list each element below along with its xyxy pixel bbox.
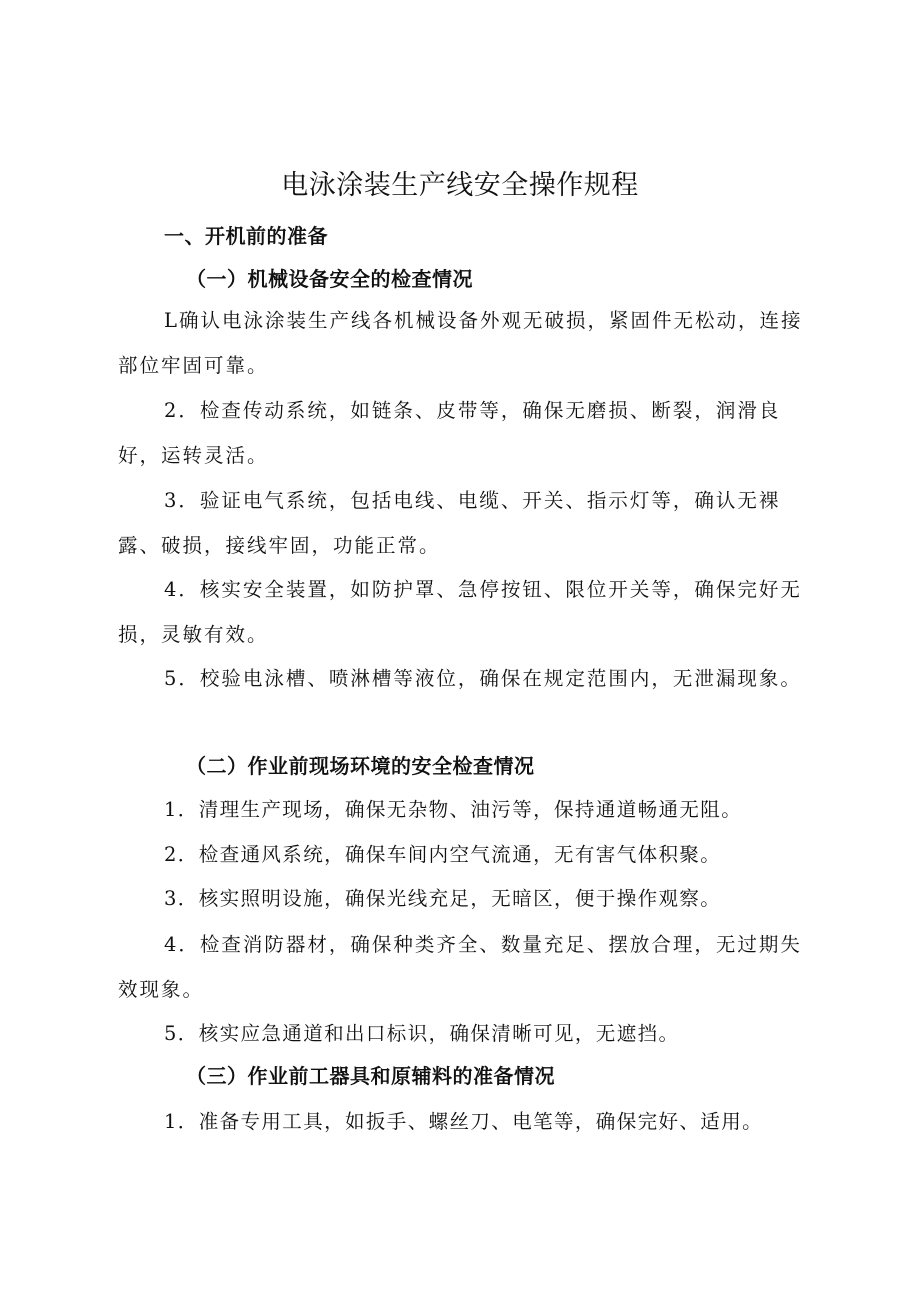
paragraph-machinery-4: 4．核实安全装置，如防护罩、急停按钮、限位开关等，确保完好无损，灵敏有效。 <box>118 578 802 646</box>
subheading-environment-check: （二）作业前现场环境的安全检查情况 <box>186 754 535 778</box>
paragraph-tools-1: 1．准备专用工具，如扳手、螺丝刀、电笔等，确保完好、适用。 <box>164 1110 764 1133</box>
paragraph-environment-5: 5．核实应急通道和出口标识，确保清晰可见，无遮挡。 <box>164 1022 680 1045</box>
section-heading-preparation: 一、开机前的准备 <box>164 224 328 248</box>
paragraph-environment-2: 2．检查通风系统，确保车间内空气流通，无有害气体积聚。 <box>164 843 722 866</box>
document-title: 电泳涂装生产线安全操作规程 <box>281 170 639 201</box>
paragraph-machinery-2: 2．检查传动系统，如链条、皮带等，确保无磨损、断裂，润滑良好，运转灵活。 <box>118 399 781 467</box>
subheading-tools-materials: （三）作业前工器具和原辅料的准备情况 <box>186 1064 555 1088</box>
paragraph-environment-3: 3．核实照明设施，确保光线充足，无暗区，便于操作观察。 <box>164 887 722 910</box>
paragraph-machinery-5: 5．校验电泳槽、喷淋槽等液位，确保在规定范围内，无泄漏现象。 <box>164 667 802 690</box>
paragraph-environment-4: 4．检查消防器材，确保种类齐全、数量充足、摆放合理，无过期失效现象。 <box>118 933 802 1001</box>
subheading-machinery-check: （一）机械设备安全的检查情况 <box>186 267 473 291</box>
paragraph-environment-1: 1．清理生产现场，确保无杂物、油污等，保持通道畅通无阻。 <box>164 798 743 821</box>
paragraph-machinery-3: 3．验证电气系统，包括电线、电缆、开关、指示灯等，确认无裸露、破损，接线牢固，功能正常。 <box>118 489 781 557</box>
paragraph-machinery-1: L确认电泳涂装生产线各机械设备外观无破损，紧固件无松动，连接部位牢固可靠。 <box>118 309 803 377</box>
